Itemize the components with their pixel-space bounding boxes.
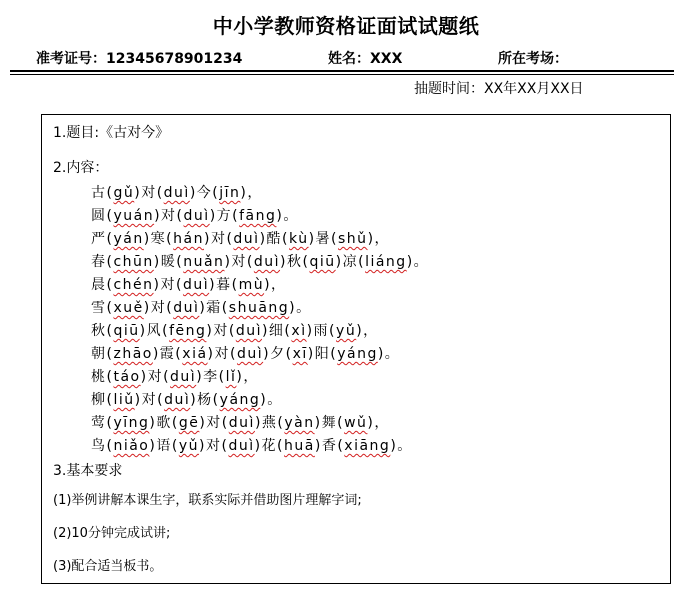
poem-text: )。 — [260, 392, 283, 408]
pinyin: yuán — [113, 208, 155, 224]
poem-text: )风( — [139, 323, 170, 339]
pinyin: mù — [238, 277, 265, 293]
pinyin: duì — [183, 208, 210, 224]
poem-text: )夕( — [263, 346, 293, 362]
pinyin: qiū — [309, 254, 336, 270]
poem-text: )对( — [224, 254, 254, 270]
poem-text: )雨( — [306, 323, 337, 339]
pinyin: yǔ — [178, 438, 199, 454]
poem-text: )阳( — [307, 346, 338, 362]
poem-text: )对( — [207, 346, 237, 362]
pinyin: gǔ — [113, 185, 135, 201]
pinyin: lǐ — [225, 369, 237, 385]
pinyin: yǔ — [336, 323, 357, 339]
poem-line — [91, 343, 400, 363]
poem-text: )， — [356, 323, 379, 339]
pinyin: duì — [182, 277, 210, 293]
requirement-item: (1)举例讲解本课生字，联系实际并借助图片理解字词; — [53, 493, 362, 508]
pinyin: kù — [289, 231, 309, 247]
poem-text: )香( — [314, 438, 345, 454]
poem-text: 鸟( — [91, 438, 114, 454]
poem-text: )语( — [149, 438, 179, 454]
poem-text: )歌( — [149, 415, 179, 431]
draw-time: 抽题时间：XX年XX月XX日 — [414, 81, 584, 97]
pinyin: yīng — [113, 415, 150, 431]
pinyin: niǎo — [113, 438, 150, 454]
candidate-number-label: 准考证号： — [36, 51, 106, 67]
requirement-item: (3)配合适当板书。 — [53, 559, 163, 574]
pinyin: duì — [233, 231, 260, 247]
poem-text: )今( — [189, 185, 220, 201]
pinyin: nuǎn — [183, 254, 225, 270]
pinyin: duì — [163, 185, 190, 201]
pinyin: xiá — [182, 346, 208, 362]
poem-line — [91, 228, 390, 248]
poem-text: )， — [236, 369, 259, 385]
poem-text: )暑( — [308, 231, 339, 247]
pinyin: duì — [228, 415, 255, 431]
poem-text: )燕( — [254, 415, 285, 431]
pinyin: wǔ — [344, 415, 368, 431]
poem-text: )。 — [276, 208, 299, 224]
pinyin: gē — [178, 415, 200, 431]
pinyin: fāng — [239, 208, 277, 224]
poem-text: 严( — [91, 231, 114, 247]
poem-text: )， — [367, 415, 390, 431]
section-content: 2.内容： — [53, 160, 109, 176]
pinyin: duì — [235, 323, 262, 339]
poem-text: 晨( — [91, 277, 114, 293]
header-divider-thin — [10, 74, 674, 75]
candidate-number-value: 12345678901234 — [106, 51, 243, 67]
pinyin: xiāng — [344, 438, 391, 454]
poem-text: 古( — [91, 185, 114, 201]
pinyin: liǔ — [113, 392, 135, 408]
candidate-name-label: 姓名： — [328, 51, 370, 67]
header-divider-thick — [10, 70, 674, 72]
poem-text: )对( — [206, 323, 236, 339]
pinyin: jīn — [219, 185, 241, 201]
pinyin: shuāng — [228, 300, 290, 316]
poem-text: )对( — [199, 415, 229, 431]
poem-text: )霜( — [199, 300, 229, 316]
candidate-name-value: XXX — [370, 51, 403, 67]
poem-text: )。 — [406, 254, 430, 270]
pinyin: xī — [292, 346, 308, 362]
poem-text: )凉( — [335, 254, 366, 270]
poem-text: 圆( — [91, 208, 114, 224]
poem-text: 雪( — [91, 300, 114, 316]
pinyin: duì — [164, 392, 191, 408]
poem-text: 秋( — [91, 323, 114, 339]
poem-text: )细( — [261, 323, 292, 339]
pinyin: duì — [173, 300, 200, 316]
pinyin: yáng — [337, 346, 378, 362]
pinyin: liáng — [365, 254, 407, 270]
pinyin: qiū — [113, 323, 140, 339]
exam-site-label: 所在考场： — [498, 51, 568, 67]
pinyin: duì — [228, 438, 255, 454]
pinyin: duì — [236, 346, 264, 362]
poem-text: )暮( — [209, 277, 239, 293]
exam-site — [498, 48, 568, 68]
poem-text: )方( — [209, 208, 240, 224]
poem-line — [91, 205, 299, 225]
candidate-number — [36, 48, 242, 68]
poem-text: )对( — [143, 300, 174, 316]
poem-line — [91, 389, 283, 409]
section-topic: 1.题目:《古对今》 — [53, 125, 170, 141]
poem-text: )秋( — [280, 254, 310, 270]
poem-text: )， — [367, 231, 391, 247]
poem-text: )暖( — [153, 254, 184, 270]
poem-text: )霞( — [152, 346, 183, 362]
poem-text: )， — [240, 185, 263, 201]
poem-text: )。 — [377, 346, 401, 362]
poem-text: )花( — [254, 438, 285, 454]
pinyin: yáng — [219, 392, 261, 408]
pinyin: hán — [173, 231, 204, 247]
poem-line — [91, 297, 312, 317]
poem-line — [91, 412, 390, 432]
poem-text: )对( — [199, 438, 229, 454]
poem-text: 柳( — [91, 392, 114, 408]
pinyin: yán — [113, 231, 144, 247]
poem-text: 朝( — [91, 346, 114, 362]
requirement-item: (2)10分钟完成试讲; — [53, 526, 171, 541]
section-requirements: 3.基本要求 — [53, 463, 123, 479]
pinyin: yàn — [284, 415, 315, 431]
poem-text: )舞( — [314, 415, 345, 431]
poem-line — [91, 182, 263, 202]
poem-text: )对( — [140, 369, 171, 385]
poem-text: )。 — [390, 438, 413, 454]
poem-text: )对( — [203, 231, 234, 247]
poem-text: )李( — [196, 369, 226, 385]
poem-line — [91, 274, 287, 294]
pinyin: fēng — [169, 323, 207, 339]
poem-text: 春( — [91, 254, 114, 270]
poem-text: )杨( — [190, 392, 220, 408]
pinyin: duì — [253, 254, 281, 270]
poem-text: )对( — [134, 392, 165, 408]
poem-text: )对( — [153, 277, 183, 293]
pinyin: chén — [113, 277, 154, 293]
pinyin: chūn — [113, 254, 154, 270]
pinyin: xì — [291, 323, 307, 339]
pinyin: huā — [284, 438, 315, 454]
poem-text: )酷( — [259, 231, 290, 247]
poem-text: 桃( — [91, 369, 114, 385]
candidate-name — [328, 48, 402, 68]
poem-text: )对( — [134, 185, 164, 201]
poem-text: 莺( — [91, 415, 114, 431]
poem-line — [91, 435, 413, 455]
poem-line — [91, 251, 429, 271]
poem-line — [91, 320, 379, 340]
poem-text: )， — [264, 277, 287, 293]
poem-text: )对( — [154, 208, 184, 224]
pinyin: shǔ — [338, 231, 368, 247]
poem-line — [91, 366, 259, 386]
pinyin: duì — [170, 369, 197, 385]
pinyin: táo — [113, 369, 141, 385]
pinyin: xuě — [113, 300, 144, 316]
page-title: 中小学教师资格证面试试题纸 — [212, 14, 480, 38]
pinyin: zhāo — [113, 346, 153, 362]
poem-text: )寒( — [143, 231, 174, 247]
poem-text: )。 — [289, 300, 312, 316]
